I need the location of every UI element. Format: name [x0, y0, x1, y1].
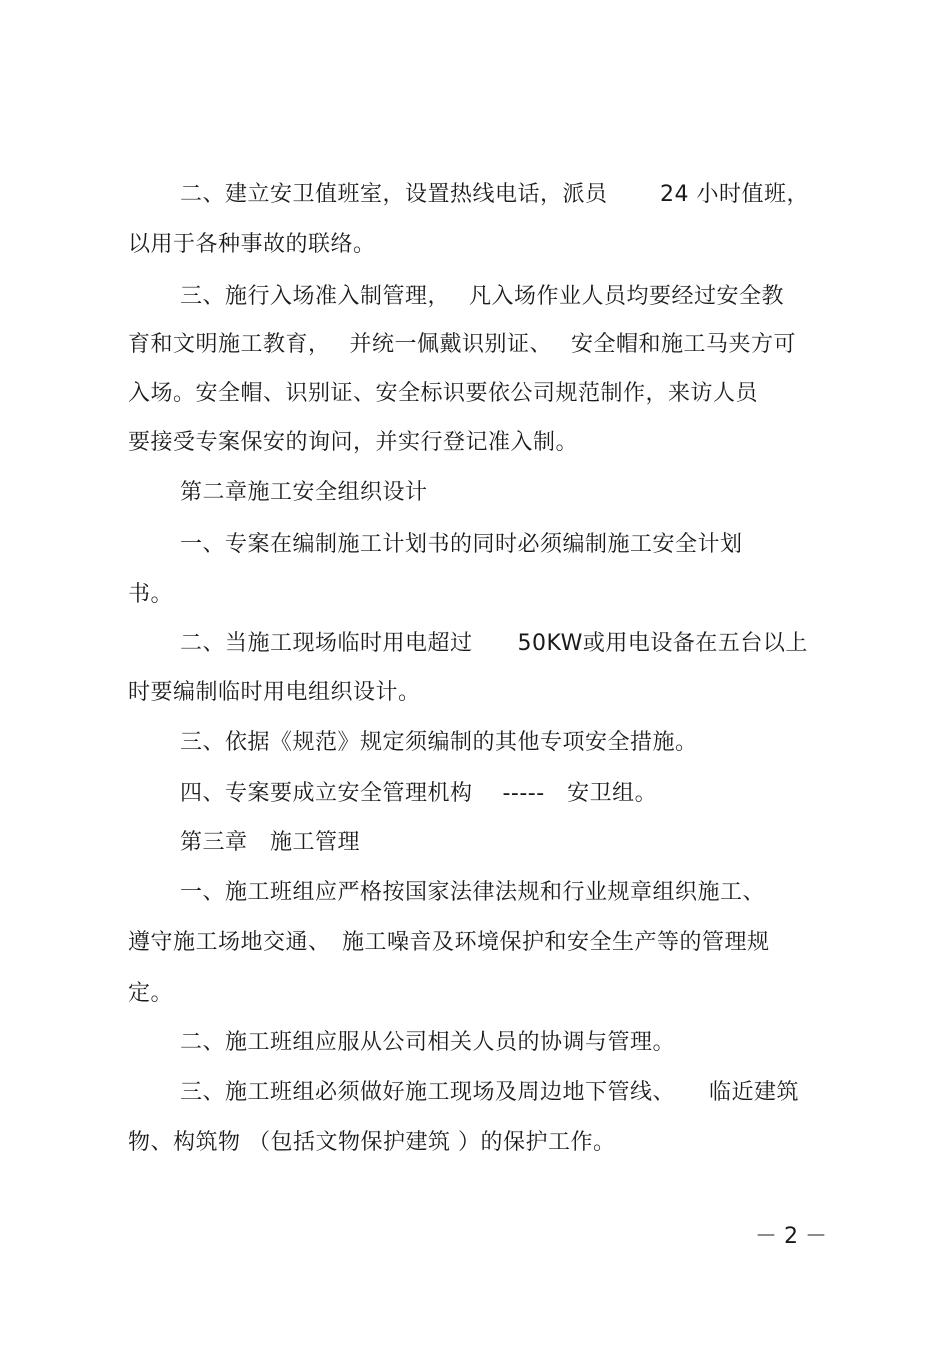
paragraph-line: 育和文明施工教育， 并统一佩戴识别证、 安全帽和施工马夹方可 [128, 332, 796, 357]
chapter-heading: 第三章 施工管理 [180, 830, 361, 855]
paragraph-line: 二、当施工现场临时用电超过 50KW或用电设备在五台以上 [180, 631, 808, 656]
paragraph-line: 二、施工班组应服从公司相关人员的协调与管理。 [180, 1030, 676, 1055]
paragraph-line: 物、构筑物 （包括文物保护建筑 ）的保护工作。 [128, 1130, 616, 1155]
paragraph-line: 三、施工班组必须做好施工现场及周边地下管线、 临近建筑 [180, 1080, 800, 1105]
paragraph-line: 二、建立安卫值班室，设置热线电话，派员 24 小时值班， [180, 182, 809, 207]
paragraph-line: 一、施工班组应严格按国家法律法规和行业规章组织施工、 [180, 880, 766, 905]
paragraph-line: 三、施行入场准入制管理， 凡入场作业人员均要经过安全教 [180, 284, 784, 309]
paragraph-line: 时要编制临时用电组织设计。 [128, 680, 421, 705]
chapter-heading: 第二章施工安全组织设计 [180, 480, 428, 505]
paragraph-line: 四、专案要成立安全管理机构 ----- 安卫组。 [180, 781, 658, 806]
page-number: － 2 － [755, 1224, 827, 1249]
paragraph-line: 入场。安全帽、识别证、安全标识要依公司规范制作，来访人员 [128, 381, 759, 406]
paragraph-line: 书。 [128, 582, 174, 607]
paragraph-line: 要接受专案保安的询问，并实行登记准入制。 [128, 430, 579, 455]
paragraph-line: 三、依据《规范》规定须编制的其他专项安全措施。 [180, 730, 698, 755]
paragraph-line: 遵守施工场地交通、 施工噪音及环境保护和安全生产等的管理规 [128, 930, 770, 955]
paragraph-line: 以用于各种事故的联络。 [128, 232, 376, 257]
paragraph-line: 定。 [128, 981, 174, 1006]
paragraph-line: 一、专案在编制施工计划书的同时必须编制施工安全计划 [180, 532, 743, 557]
